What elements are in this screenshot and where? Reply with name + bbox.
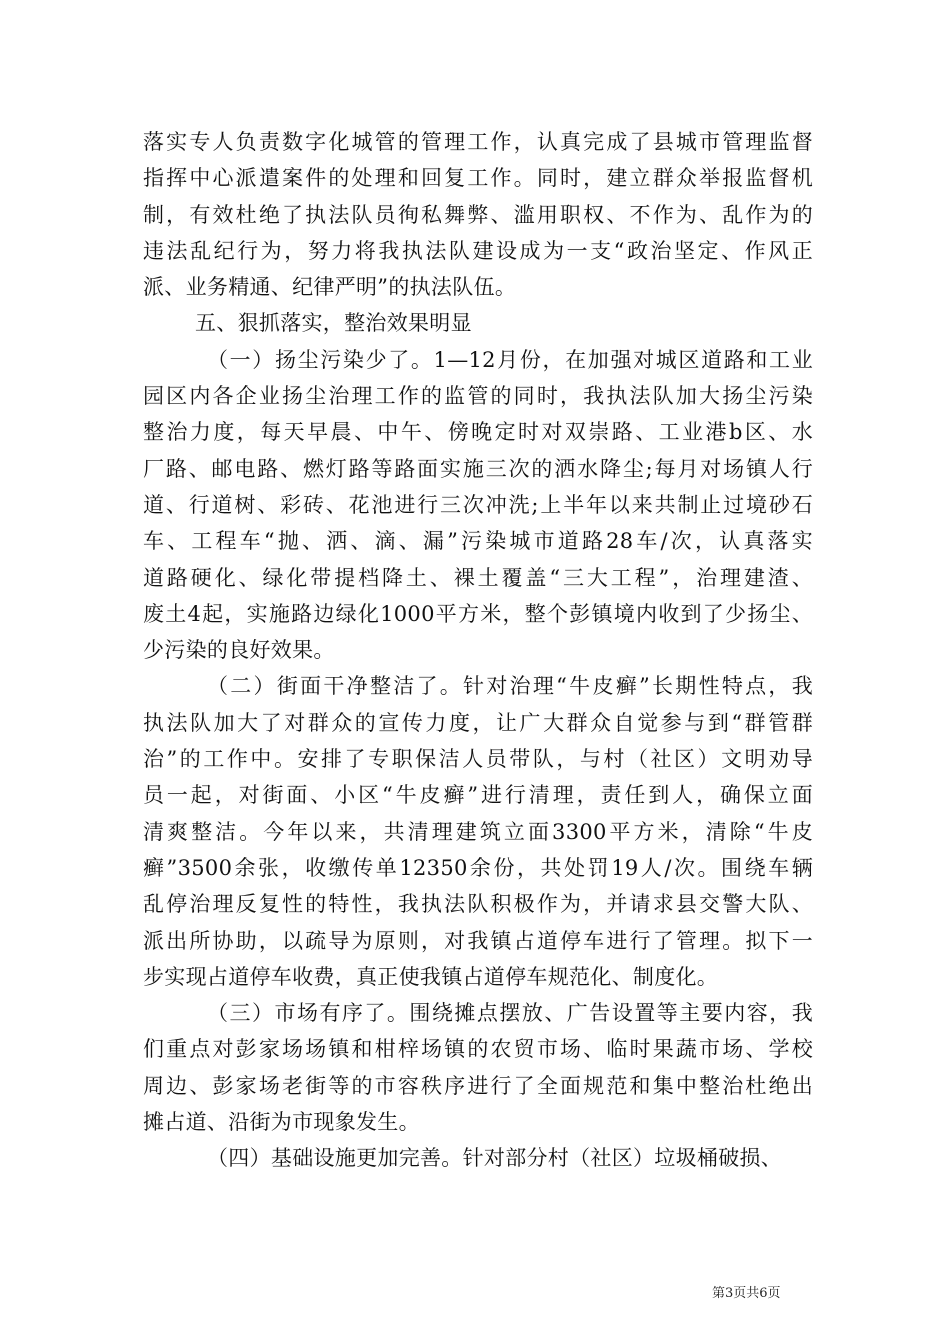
text-line: 周边、彭家场老街等的市容秩序进行了全面规范和集中整治杜绝出	[143, 1073, 813, 1098]
text-line: （一）扬尘污染少了。1—12月份，在加强对城区道路和工业	[207, 347, 813, 372]
text-line: 落实专人负责数字化城管的管理工作，认真完成了县城市管理监督	[143, 130, 813, 154]
text-line: 派、业务精通、纪律严明”的执法队伍。	[143, 275, 517, 300]
text-line: （二）街面干净整洁了。针对治理“牛皮癣”长期性特点，我	[207, 674, 813, 699]
paragraph-item-four	[143, 1140, 813, 1176]
section-heading-text: 五、狠抓落实，整治效果明显	[195, 311, 472, 336]
paragraph-item-one	[143, 342, 813, 669]
paragraph-item-two	[143, 668, 813, 995]
text-line: 车、工程车“抛、洒、滴、漏”污染城市道路28车/次，认真落实	[143, 529, 813, 554]
text-line: （四）基础设施更加完善。针对部分村（社区）垃圾桶破损、	[207, 1146, 783, 1171]
text-line: 道路硬化、绿化带提档降土、裸土覆盖“三大工程”，治理建渣、	[143, 565, 813, 590]
paragraph-item-three	[143, 995, 813, 1140]
text-line: 废土4起，实施路边绿化1000平方米，整个彭镇境内收到了少扬尘、	[143, 601, 813, 626]
text-line: 治”的工作中。安排了专职保洁人员带队，与村（社区）文明劝导	[143, 747, 813, 772]
paragraph-continuation	[143, 124, 813, 305]
text-line: 少污染的良好效果。	[143, 638, 335, 663]
text-line: 摊占道、沿街为市现象发生。	[143, 1110, 420, 1135]
text-line: 执法队加大了对群众的宣传力度，让广大群众自觉参与到“群管群	[143, 710, 813, 735]
page-number-footer: 第3页共6页	[712, 1286, 781, 1301]
text-line: 乱停治理反复性的特性，我执法队积极作为，并请求县交警大队、	[143, 892, 813, 917]
text-line: 步实现占道停车收费，真正使我镇占道停车规范化、制度化。	[143, 964, 719, 989]
text-line: 道、行道树、彩砖、花池进行三次冲洗;上半年以来共制止过境砂石	[143, 492, 813, 517]
text-line: 制，有效杜绝了执法队员徇私舞弊、滥用职权、不作为、乱作为的	[143, 202, 813, 227]
section-heading-five	[143, 305, 813, 341]
text-line: （三）市场有序了。围绕摊点摆放、广告设置等主要内容，我	[207, 1001, 813, 1026]
text-line: 整治力度，每天早晨、中午、傍晚定时对双崇路、工业港b区、水	[143, 420, 813, 445]
text-line: 派出所协助，以疏导为原则，对我镇占道停车进行了管理。拟下一	[143, 928, 813, 953]
text-line: 厂路、邮电路、燃灯路等路面实施三次的洒水降尘;每月对场镇人行	[143, 456, 813, 481]
text-line: 员一起，对街面、小区“牛皮癣”进行清理，责任到人，确保立面	[143, 783, 813, 808]
document-body	[143, 124, 813, 1177]
text-line: 癣”3500余张，收缴传单12350余份，共处罚19人/次。围绕车辆	[143, 855, 813, 880]
text-line: 们重点对彭家场场镇和柑梓场镇的农贸市场、临时果蔬市场、学校	[143, 1037, 813, 1062]
text-line: 园区内各企业扬尘治理工作的监管的同时，我执法队加大扬尘污染	[143, 384, 813, 409]
text-line: 清爽整洁。今年以来，共清理建筑立面3300平方米，清除“牛皮	[143, 819, 813, 844]
text-line: 指挥中心派遣案件的处理和回复工作。同时，建立群众举报监督机	[143, 166, 813, 191]
text-line: 违法乱纪行为，努力将我执法队建设成为一支“政治坚定、作风正	[143, 238, 813, 263]
